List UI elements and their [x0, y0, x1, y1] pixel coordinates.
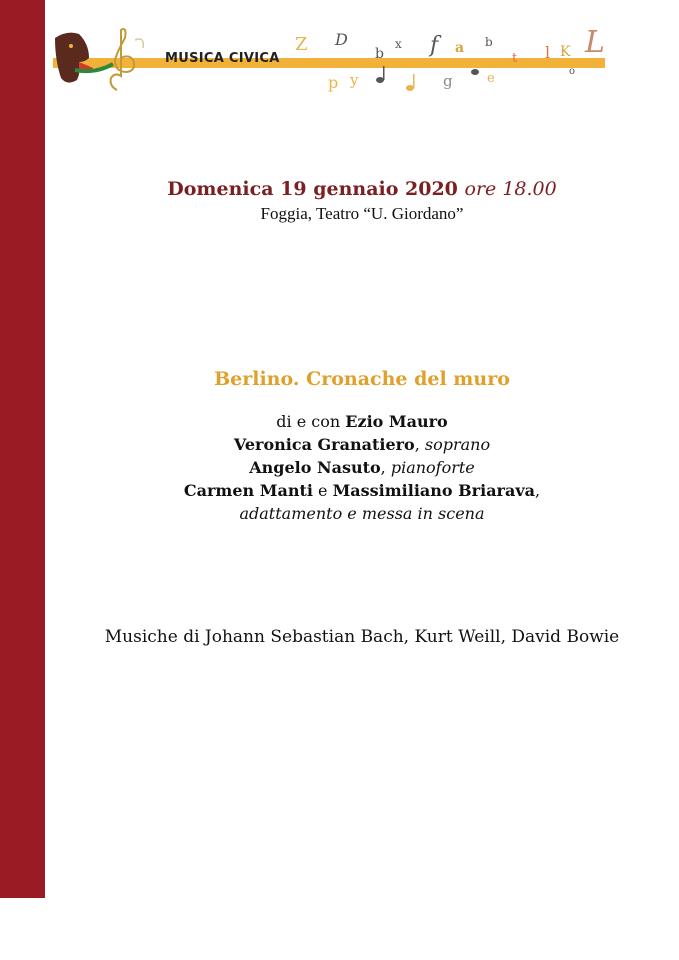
credit-line: Veronica Granatiero, soprano — [233, 435, 491, 454]
svg-text:l: l — [545, 43, 551, 62]
singing-face-logo-icon — [55, 33, 113, 83]
banner-graphic — [45, 0, 679, 110]
svg-text:a: a — [455, 40, 465, 56]
credit-line: adattamento e messa in scena — [239, 504, 485, 523]
event-date: Domenica 19 gennaio 2020 — [167, 178, 458, 200]
svg-text:p: p — [328, 73, 339, 92]
svg-text:L: L — [585, 25, 605, 60]
left-red-band — [0, 0, 45, 898]
show-title: Berlino. Cronache del muro — [214, 368, 510, 390]
svg-text:g: g — [443, 72, 453, 90]
event-venue: Foggia, Teatro “U. Giordano” — [260, 204, 464, 223]
svg-text:b: b — [485, 35, 493, 49]
svg-text:b: b — [375, 46, 384, 62]
event-time: ore 18.00 — [464, 178, 557, 200]
svg-text:x: x — [395, 37, 402, 51]
svg-text:Z: Z — [295, 34, 308, 55]
svg-text:D: D — [335, 30, 348, 49]
event-date-line — [45, 178, 679, 200]
credit-line: di e con Ezio Mauro — [276, 412, 448, 431]
svg-text:y: y — [350, 71, 359, 89]
music-notes-icon — [376, 66, 479, 91]
credits-block — [45, 410, 679, 525]
svg-text:o: o — [569, 66, 576, 77]
svg-text:t: t — [512, 51, 518, 66]
credit-line: Carmen Manti e Massimiliano Briarava, — [183, 481, 541, 500]
svg-text:e: e — [487, 71, 495, 86]
svg-text:K: K — [560, 44, 571, 60]
credit-line: Angelo Nasuto, pianoforte — [249, 458, 475, 477]
music-composers: Musiche di Johann Sebastian Bach, Kurt Weill, David Bowie — [104, 627, 620, 647]
brand-name: MUSICA CIVICA — [165, 51, 280, 66]
header-banner — [45, 0, 679, 110]
svg-text:f: f — [430, 33, 439, 58]
accent-band — [53, 58, 605, 68]
